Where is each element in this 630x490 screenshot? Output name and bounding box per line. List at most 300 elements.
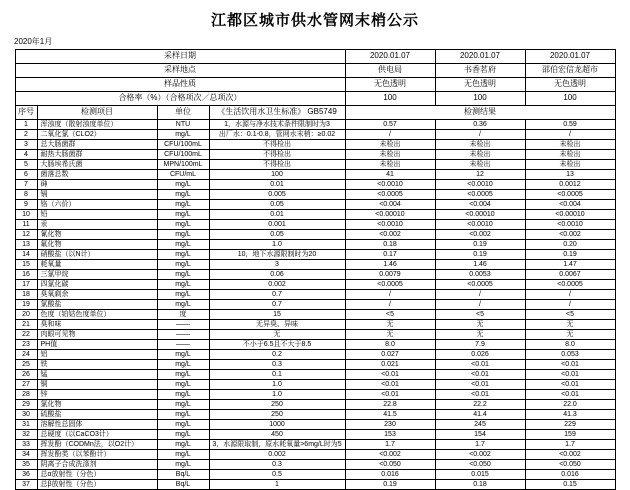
- table-body: [15, 50, 615, 490]
- cell-standard: 0.05: [209, 230, 345, 240]
- cell-result-2: 0.015: [435, 470, 525, 480]
- sample-date-2: 2020.01.07: [435, 50, 525, 64]
- cell-item: 三氯甲烷: [37, 270, 157, 280]
- cell-no: 18: [15, 290, 37, 300]
- table-row: [15, 480, 615, 490]
- page-title: 江都区城市供水管网末梢公示: [210, 13, 419, 29]
- cell-unit: ——: [157, 330, 209, 340]
- cell-result-2: <0.01: [435, 370, 525, 380]
- cell-no: 10: [15, 210, 37, 220]
- cell-standard: 不得检出: [209, 140, 345, 150]
- cell-result-3: 1.47: [525, 260, 615, 270]
- table-row: [15, 360, 615, 370]
- cell-standard: 0.002: [209, 280, 345, 290]
- cell-result-3: 0.15: [525, 480, 615, 490]
- table-row: [15, 410, 615, 420]
- sample-nature-3: 无色透明: [525, 78, 615, 92]
- cell-result-1: 未检出: [345, 140, 435, 150]
- cell-result-2: <0.01: [435, 390, 525, 400]
- cell-unit: ——: [157, 320, 209, 330]
- cell-standard: 1.0: [209, 390, 345, 400]
- cell-result-1: /: [345, 290, 435, 300]
- cell-no: 27: [15, 380, 37, 390]
- table-row: [15, 420, 615, 430]
- cell-unit: CFU/mL: [157, 170, 209, 180]
- cell-result-2: 12: [435, 170, 525, 180]
- cell-unit: mg/L: [157, 200, 209, 210]
- cell-result-2: <0.002: [435, 230, 525, 240]
- cell-unit: 度: [157, 310, 209, 320]
- cell-item: 镉: [37, 190, 157, 200]
- cell-result-3: <0.00010: [525, 210, 615, 220]
- cell-result-1: 0.027: [345, 350, 435, 360]
- cell-unit: mg/L: [157, 270, 209, 280]
- cell-no: 11: [15, 220, 37, 230]
- cell-item: 铅: [37, 210, 157, 220]
- cell-unit: mg/L: [157, 460, 209, 470]
- cell-result-1: 1.46: [345, 260, 435, 270]
- cell-item: 四氯化碳: [37, 280, 157, 290]
- cell-result-2: 0.18: [435, 480, 525, 490]
- cell-result-1: 无: [345, 330, 435, 340]
- cell-unit: mg/L: [157, 230, 209, 240]
- cell-result-3: <0.01: [525, 380, 615, 390]
- cell-standard: 无异臭、异味: [209, 320, 345, 330]
- table-row: [15, 280, 615, 290]
- cell-no: 29: [15, 400, 37, 410]
- cell-result-1: 8.0: [345, 340, 435, 350]
- cell-result-3: 0.0012: [525, 180, 615, 190]
- cell-result-2: 无: [435, 330, 525, 340]
- cell-standard: 1: [209, 480, 345, 490]
- cell-no: 30: [15, 410, 37, 420]
- cell-item: 锌: [37, 390, 157, 400]
- cell-no: 2: [15, 130, 37, 140]
- cell-item: 大肠埃希氏菌: [37, 160, 157, 170]
- table-row: [15, 340, 615, 350]
- cell-standard: 1.0: [209, 240, 345, 250]
- cell-unit: mg/L: [157, 180, 209, 190]
- cell-no: 37: [15, 480, 37, 490]
- table-row: [15, 380, 615, 390]
- cell-item: 总硬度（以CaCO3计）: [37, 430, 157, 440]
- cell-item: 浑浊度（散射浊度单位）: [37, 120, 157, 130]
- cell-result-3: 未检出: [525, 150, 615, 160]
- cell-unit: mg/L: [157, 300, 209, 310]
- cell-result-3: 13: [525, 170, 615, 180]
- cell-standard: 3，水源限取制，原水耗氧量>6mg/L时为5: [209, 440, 345, 450]
- cell-result-2: /: [435, 130, 525, 140]
- cell-result-2: 未检出: [435, 160, 525, 170]
- cell-result-1: 0.57: [345, 120, 435, 130]
- cell-result-2: 0.026: [435, 350, 525, 360]
- cell-standard: 0.01: [209, 210, 345, 220]
- cell-result-2: <0.050: [435, 460, 525, 470]
- pass-rate-3: 100: [525, 92, 615, 106]
- cell-result-3: <0.01: [525, 360, 615, 370]
- cell-unit: mg/L: [157, 360, 209, 370]
- cell-result-2: <5: [435, 310, 525, 320]
- table-row: [15, 330, 615, 340]
- cell-result-2: <0.01: [435, 360, 525, 370]
- cell-result-3: 159: [525, 430, 615, 440]
- cell-item: 二氧化氯（CLO2）: [37, 130, 157, 140]
- cell-no: 24: [15, 350, 37, 360]
- cell-result-3: 0.19: [525, 250, 615, 260]
- cell-result-1: <0.01: [345, 370, 435, 380]
- cell-unit: Bq/L: [157, 480, 209, 490]
- cell-result-3: <0.004: [525, 200, 615, 210]
- cell-result-1: <0.01: [345, 380, 435, 390]
- cell-result-3: 0.016: [525, 470, 615, 480]
- cell-standard: 不得检出: [209, 160, 345, 170]
- cell-item: 臭氧剩余: [37, 290, 157, 300]
- cell-unit: ——: [157, 340, 209, 350]
- cell-result-3: /: [525, 300, 615, 310]
- cell-standard: 0.3: [209, 460, 345, 470]
- cell-unit: CFU/100mL: [157, 150, 209, 160]
- cell-result-2: 0.36: [435, 120, 525, 130]
- header-label-sample-date: 采样日期: [15, 50, 345, 64]
- cell-item: 阴离子合成洗涤剂: [37, 460, 157, 470]
- table-row: [15, 260, 615, 270]
- cell-result-3: 未检出: [525, 160, 615, 170]
- cell-standard: 0.001: [209, 220, 345, 230]
- col-header-standard: 《生活饮用水卫生标准》 GB5749: [209, 106, 345, 120]
- cell-no: 1: [15, 120, 37, 130]
- cell-result-2: 0.19: [435, 250, 525, 260]
- cell-unit: mg/L: [157, 440, 209, 450]
- cell-unit: mg/L: [157, 240, 209, 250]
- cell-standard: 0.06: [209, 270, 345, 280]
- cell-unit: mg/L: [157, 450, 209, 460]
- table-row: [15, 200, 615, 210]
- table-row: [15, 230, 615, 240]
- cell-item: 耗氧量: [37, 260, 157, 270]
- cell-result-3: <0.050: [525, 460, 615, 470]
- cell-standard: 不得检出: [209, 150, 345, 160]
- cell-no: 20: [15, 310, 37, 320]
- sample-location-3: 邵伯宏信龙超市: [525, 64, 615, 78]
- table-row: [15, 400, 615, 410]
- table-row: [15, 150, 615, 160]
- cell-unit: mg/L: [157, 420, 209, 430]
- cell-result-3: <0.01: [525, 370, 615, 380]
- cell-result-1: <0.0005: [345, 280, 435, 290]
- cell-result-1: /: [345, 130, 435, 140]
- table-row: [15, 460, 615, 470]
- cell-result-2: 1.46: [435, 260, 525, 270]
- cell-result-1: 153: [345, 430, 435, 440]
- cell-result-1: <0.050: [345, 460, 435, 470]
- cell-result-2: <0.0005: [435, 280, 525, 290]
- cell-result-3: /: [525, 290, 615, 300]
- cell-result-1: 未检出: [345, 160, 435, 170]
- cell-result-3: 8.0: [525, 340, 615, 350]
- cell-unit: Bq/L: [157, 470, 209, 480]
- cell-result-3: 1.7: [525, 440, 615, 450]
- table-row: [15, 300, 615, 310]
- cell-unit: mg/L: [157, 260, 209, 270]
- cell-standard: 100: [209, 170, 345, 180]
- cell-result-3: 0.20: [525, 240, 615, 250]
- cell-result-1: /: [345, 300, 435, 310]
- cell-unit: mg/L: [157, 190, 209, 200]
- sample-date-3: 2020.01.07: [525, 50, 615, 64]
- cell-unit: mg/L: [157, 390, 209, 400]
- cell-item: 氟化物: [37, 240, 157, 250]
- cell-item: 总β放射性（分色）: [37, 480, 157, 490]
- cell-standard: 15: [209, 310, 345, 320]
- cell-item: 总α放射性（分色）: [37, 470, 157, 480]
- cell-no: 3: [15, 140, 37, 150]
- cell-result-1: 0.016: [345, 470, 435, 480]
- table-row: [15, 440, 615, 450]
- cell-item: 氯酸盐: [37, 300, 157, 310]
- cell-no: 9: [15, 200, 37, 210]
- cell-no: 22: [15, 330, 37, 340]
- cell-result-1: <0.002: [345, 230, 435, 240]
- cell-unit: mg/L: [157, 430, 209, 440]
- col-header-no: 序号: [15, 106, 37, 120]
- table-row: [15, 120, 615, 130]
- cell-no: 5: [15, 160, 37, 170]
- sample-nature-2: 无色透明: [435, 78, 525, 92]
- cell-no: 23: [15, 340, 37, 350]
- cell-result-1: 0.0079: [345, 270, 435, 280]
- column-header-row: [15, 106, 615, 120]
- cell-result-3: 0.053: [525, 350, 615, 360]
- cell-result-2: 154: [435, 430, 525, 440]
- cell-item: 挥发酚类（以苯酚计）: [37, 450, 157, 460]
- cell-standard: 0.7: [209, 290, 345, 300]
- cell-result-1: 41: [345, 170, 435, 180]
- cell-result-1: <0.00010: [345, 210, 435, 220]
- cell-unit: mg/L: [157, 280, 209, 290]
- cell-standard: 10，地下水源限制时为20: [209, 250, 345, 260]
- cell-result-3: <0.01: [525, 390, 615, 400]
- cell-no: 4: [15, 150, 37, 160]
- cell-unit: mg/L: [157, 400, 209, 410]
- cell-item: 铝: [37, 350, 157, 360]
- table-row: [15, 430, 615, 440]
- cell-standard: 3: [209, 260, 345, 270]
- cell-no: 21: [15, 320, 37, 330]
- header-row-sample-location: [15, 64, 615, 78]
- cell-no: 17: [15, 280, 37, 290]
- cell-standard: 0.7: [209, 300, 345, 310]
- cell-result-1: <0.004: [345, 200, 435, 210]
- cell-result-1: <0.0010: [345, 180, 435, 190]
- table-row: [15, 310, 615, 320]
- header-row-pass-rate: [15, 92, 615, 106]
- cell-no: 6: [15, 170, 37, 180]
- cell-result-2: <0.004: [435, 200, 525, 210]
- cell-standard: 0.01: [209, 180, 345, 190]
- water-quality-table: [15, 49, 616, 490]
- cell-result-2: 0.19: [435, 240, 525, 250]
- table-row: [15, 320, 615, 330]
- cell-result-1: <0.002: [345, 450, 435, 460]
- cell-standard: 0.002: [209, 450, 345, 460]
- cell-no: 36: [15, 470, 37, 480]
- cell-standard: 不小于6.5且不大于8.5: [209, 340, 345, 350]
- cell-standard: 0.05: [209, 200, 345, 210]
- cell-result-2: <0.002: [435, 450, 525, 460]
- table-row: [15, 240, 615, 250]
- cell-result-2: <0.00010: [435, 210, 525, 220]
- cell-unit: mg/L: [157, 130, 209, 140]
- sample-location-1: 供电局: [345, 64, 435, 78]
- cell-item: 溶解性总固体: [37, 420, 157, 430]
- table-row: [15, 390, 615, 400]
- cell-result-3: <5: [525, 310, 615, 320]
- cell-unit: mg/L: [157, 290, 209, 300]
- cell-result-1: 未检出: [345, 150, 435, 160]
- cell-item: 砷: [37, 180, 157, 190]
- cell-result-2: <0.0005: [435, 190, 525, 200]
- cell-item: 铬（六价）: [37, 200, 157, 210]
- table-row: [15, 450, 615, 460]
- header-label-sample-nature: 样品性质: [15, 78, 345, 92]
- cell-no: 16: [15, 270, 37, 280]
- cell-item: 锰: [37, 370, 157, 380]
- cell-unit: mg/L: [157, 350, 209, 360]
- header-row-sample-date: [15, 50, 615, 64]
- table-row: [15, 160, 615, 170]
- cell-result-1: 1.7: [345, 440, 435, 450]
- cell-result-3: 无: [525, 330, 615, 340]
- cell-no: 35: [15, 460, 37, 470]
- cell-result-1: 22.8: [345, 400, 435, 410]
- cell-result-3: 0.0067: [525, 270, 615, 280]
- cell-result-2: 未检出: [435, 140, 525, 150]
- cell-result-3: <0.0010: [525, 220, 615, 230]
- cell-no: 15: [15, 260, 37, 270]
- cell-item: 色度（铂钴色度单位）: [37, 310, 157, 320]
- table-row: [15, 470, 615, 480]
- cell-result-2: <0.01: [435, 380, 525, 390]
- cell-result-3: 229: [525, 420, 615, 430]
- cell-standard: 0.5: [209, 470, 345, 480]
- cell-no: 14: [15, 250, 37, 260]
- page-subtitle: 2020年1月: [14, 37, 53, 46]
- cell-unit: mg/L: [157, 380, 209, 390]
- cell-result-1: 无: [345, 320, 435, 330]
- table-row: [15, 170, 615, 180]
- cell-no: 7: [15, 180, 37, 190]
- cell-item: 汞: [37, 220, 157, 230]
- table-row: [15, 370, 615, 380]
- cell-unit: mg/L: [157, 220, 209, 230]
- cell-item: 铜: [37, 380, 157, 390]
- sample-nature-1: 无色透明: [345, 78, 435, 92]
- sample-location-2: 书香茗府: [435, 64, 525, 78]
- cell-result-3: <0.0005: [525, 280, 615, 290]
- cell-standard: 0.3: [209, 360, 345, 370]
- cell-no: 12: [15, 230, 37, 240]
- cell-result-1: 41.5: [345, 410, 435, 420]
- table-row: [15, 140, 615, 150]
- cell-result-3: <0.0005: [525, 190, 615, 200]
- cell-no: 19: [15, 300, 37, 310]
- cell-no: 25: [15, 360, 37, 370]
- cell-result-2: 245: [435, 420, 525, 430]
- cell-item: 耐热大肠菌群: [37, 150, 157, 160]
- table-row: [15, 210, 615, 220]
- cell-standard: 450: [209, 430, 345, 440]
- cell-result-3: /: [525, 130, 615, 140]
- table-row: [15, 130, 615, 140]
- cell-standard: 250: [209, 400, 345, 410]
- cell-result-2: 无: [435, 320, 525, 330]
- cell-standard: 出厂水：0.1-0.8，管网水末梢：≥0.02: [209, 130, 345, 140]
- cell-result-3: 未检出: [525, 140, 615, 150]
- cell-item: 臭和味: [37, 320, 157, 330]
- cell-item: 肉眼可见物: [37, 330, 157, 340]
- cell-standard: 0.005: [209, 190, 345, 200]
- cell-result-3: 41.3: [525, 410, 615, 420]
- table-row: [15, 250, 615, 260]
- cell-no: 34: [15, 450, 37, 460]
- cell-result-2: 0.0053: [435, 270, 525, 280]
- cell-no: 13: [15, 240, 37, 250]
- cell-result-1: 0.021: [345, 360, 435, 370]
- table-row: [15, 220, 615, 230]
- cell-item: 氯化物: [37, 400, 157, 410]
- cell-result-1: <0.01: [345, 390, 435, 400]
- cell-item: 氰化物: [37, 230, 157, 240]
- cell-result-3: <0.002: [525, 450, 615, 460]
- cell-item: 菌落总数: [37, 170, 157, 180]
- cell-result-2: /: [435, 290, 525, 300]
- cell-standard: 1.0: [209, 380, 345, 390]
- cell-unit: mg/L: [157, 250, 209, 260]
- cell-unit: mg/L: [157, 210, 209, 220]
- table-row: [15, 270, 615, 280]
- col-header-unit: 单位: [157, 106, 209, 120]
- cell-result-3: <0.002: [525, 230, 615, 240]
- cell-standard: 1，水源与净水技术条件限制时为3: [209, 120, 345, 130]
- cell-result-2: 41.4: [435, 410, 525, 420]
- cell-result-1: <5: [345, 310, 435, 320]
- header-label-sample-location: 采样地点: [15, 64, 345, 78]
- pass-rate-2: 100: [435, 92, 525, 106]
- cell-standard: 0.2: [209, 350, 345, 360]
- table-row: [15, 290, 615, 300]
- cell-no: 26: [15, 370, 37, 380]
- cell-standard: 1000: [209, 420, 345, 430]
- cell-result-2: <0.0010: [435, 220, 525, 230]
- cell-result-1: 230: [345, 420, 435, 430]
- cell-no: 31: [15, 420, 37, 430]
- col-header-item: 检测项目: [37, 106, 157, 120]
- table-row: [15, 180, 615, 190]
- cell-unit: MPN/100mL: [157, 160, 209, 170]
- table-row: [15, 350, 615, 360]
- cell-result-3: 0.59: [525, 120, 615, 130]
- cell-result-1: 0.19: [345, 480, 435, 490]
- cell-no: 28: [15, 390, 37, 400]
- cell-unit: mg/L: [157, 410, 209, 420]
- cell-no: 32: [15, 430, 37, 440]
- cell-result-2: 7.9: [435, 340, 525, 350]
- pass-rate-1: 100: [345, 92, 435, 106]
- sample-date-1: 2020.01.07: [345, 50, 435, 64]
- cell-no: 33: [15, 440, 37, 450]
- cell-item: 铁: [37, 360, 157, 370]
- cell-result-2: /: [435, 300, 525, 310]
